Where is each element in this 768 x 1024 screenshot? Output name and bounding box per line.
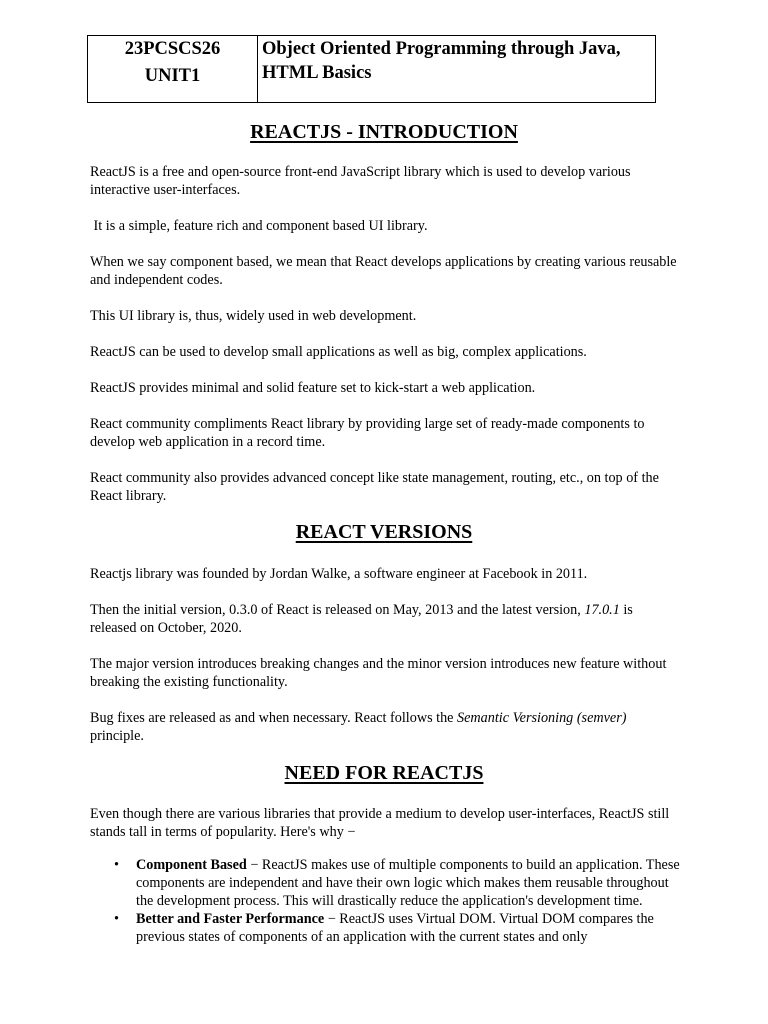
heading-need-for-reactjs: NEED FOR REACTJS [284,762,484,784]
list-item [90,856,680,910]
heading-reactjs-introduction: REACTJS - INTRODUCTION [250,121,518,143]
reasons-list [90,856,680,946]
bullet-title: Component Based [136,857,247,873]
header-title-cell [258,36,655,102]
latest-version-number: 17.0.1 [584,602,620,618]
bullet-title: Better and Faster Performance [136,911,325,927]
intro-paragraph-4: This UI library is, thus, widely used in web development. [90,308,417,324]
intro-paragraph-5: ReactJS can be used to develop small applications as well as big, complex applications. [90,344,587,360]
course-title-line2: HTML Basics [262,63,372,83]
intro-paragraph-8: React community also provides advanced concept like state management, routing, etc., on top of the React library. [90,470,659,504]
intro-paragraph-3: When we say component based, we mean that React develops applications by creating various reusable and independent codes. [90,254,677,288]
versions-paragraph-1: Reactjs library was founded by Jordan Walke, a software engineer at Facebook in 2011. [90,566,588,582]
versions-paragraph-2: Then the initial version, 0.3.0 of React is released on May, 2013 and the latest version, 17.0.1 is released on October, 2020. [90,602,633,636]
intro-paragraph-1: ReactJS is a free and open-source front-end JavaScript library which is used to develop various interactive user-interfaces. [90,164,631,198]
semver-term: Semantic Versioning (semver) [457,710,627,726]
intro-paragraph-7: React community compliments React library by providing large set of ready-made components to develop web application in a record time. [90,416,645,450]
versions-paragraph-3: The major version introduces breaking changes and the minor version introduces new feature without breaking the existing functionality. [90,656,667,690]
intro-paragraph-2: It is a simple, feature rich and component based UI library. [90,218,428,234]
header-table [87,35,656,103]
need-intro-paragraph: Even though there are various libraries that provide a medium to develop user-interfaces, ReactJS still stands tall in terms of popularity. Here's why − [90,806,670,840]
bullet-icon: • [114,911,119,927]
versions-paragraph-4: Bug fixes are released as and when necessary. React follows the Semantic Versioning (semver) principle. [90,710,627,744]
list-item [90,910,680,946]
course-code: 23PCSCS26 [124,39,221,59]
intro-paragraph-6: ReactJS provides minimal and solid feature set to kick-start a web application. [90,380,536,396]
unit-label: UNIT1 [144,66,201,86]
heading-react-versions: REACT VERSIONS [295,521,473,543]
bullet-text: − ReactJS makes use of multiple components to build an application. These components are independent and have their own logic which makes them reusable throughout the development process. This will drastically reduce the application's development time. [136,857,680,909]
bullet-text: − ReactJS uses Virtual DOM. Virtual DOM compares the previous states of components of an application with the current states and only [136,911,654,945]
bullet-icon: • [114,857,119,873]
header-code-cell [88,36,258,102]
course-title-line1: Object Oriented Programming through Java, [262,39,621,59]
